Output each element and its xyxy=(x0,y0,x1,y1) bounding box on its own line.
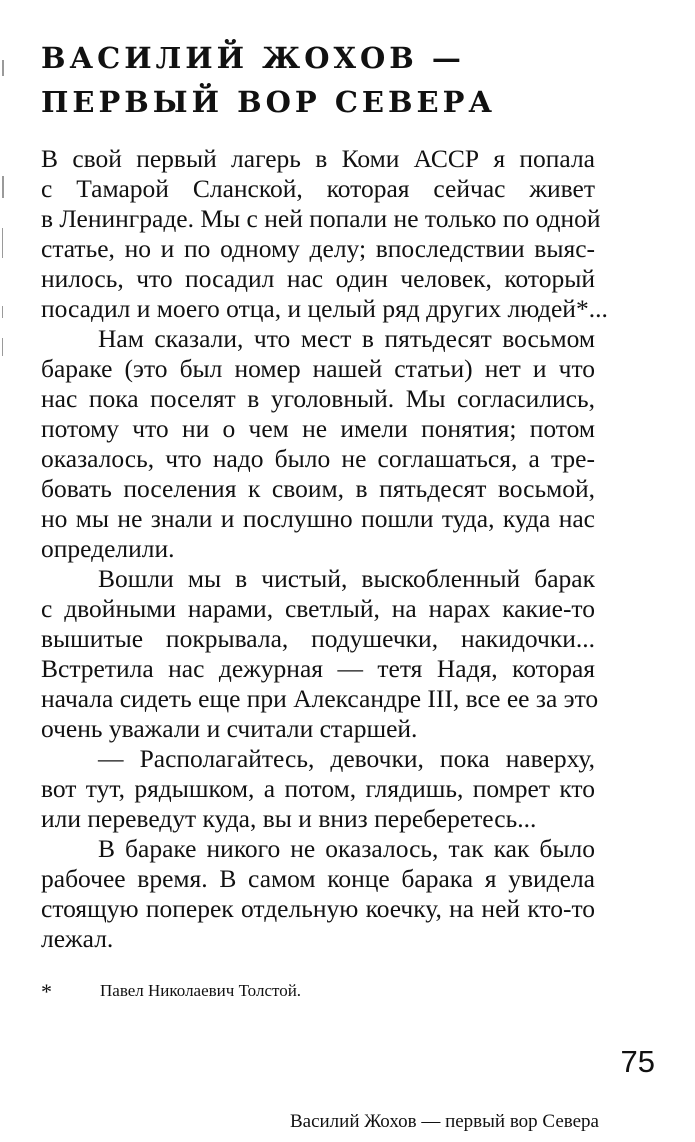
text-line: бараке (это был номер нашей статьи) нет и что xyxy=(41,354,595,383)
body-text xyxy=(41,144,608,954)
text-line: — Располагайтесь, девочки, пока наверху, xyxy=(98,744,595,773)
scan-edge-mark xyxy=(2,176,4,198)
text-line: с Тамарой Сланской, которая сейчас живет xyxy=(41,174,595,203)
text-line: потому что ни о чем не имели понятия; потом xyxy=(41,414,595,443)
text-line: оказалось, что надо было не соглашаться, а тре- xyxy=(41,444,595,473)
text-line: Встретила нас дежурная — тетя Надя, которая xyxy=(41,654,595,683)
text-line: в Ленинграде. Мы с ней попали не только по одной xyxy=(41,204,601,233)
text-line: Нам сказали, что мест в пятьдесят восьмом xyxy=(98,324,595,353)
page-number: 75 xyxy=(620,1044,655,1079)
text-line: вышитые покрывала, подушечки, накидочки... xyxy=(41,624,595,653)
text-line: начала сидеть еще при Александре III, все ее за это xyxy=(41,684,599,713)
text-line: с двойными нарами, светлый, на нарах какие-то xyxy=(41,594,595,623)
text-line: вот тут, рядышком, а потом, глядишь, помрет кто xyxy=(41,774,595,803)
chapter-title xyxy=(41,36,661,124)
text-line: определили. xyxy=(41,534,175,563)
scan-edge-mark xyxy=(2,228,3,258)
footnote-text: Павел Николаевич Толстой. xyxy=(100,981,302,1000)
text-line: Вошли мы в чистый, выскобленный барак xyxy=(98,564,595,593)
text-line: или переведут куда, вы и вниз переберетесь... xyxy=(41,804,537,833)
chapter-title-line: ВАСИЛИЙ ЖОХОВ — xyxy=(41,41,465,75)
text-line: нилось, что посадил нас один человек, который xyxy=(41,264,595,293)
text-line: лежал. xyxy=(41,924,114,953)
running-footer: Василий Жохов — первый вор Севера xyxy=(289,1111,599,1132)
text-line: бовать поселения к своим, в пятьдесят восьмой, xyxy=(41,474,595,503)
text-line: стоящую поперек отдельную коечку, на ней кто-то xyxy=(41,894,595,923)
text-line: но мы не знали и послушно пошли туда, куда нас xyxy=(41,504,595,533)
scan-edge-mark xyxy=(2,338,3,356)
scan-edge-mark xyxy=(2,306,3,318)
text-line: нас пока поселят в уголовный. Мы согласились, xyxy=(41,384,595,413)
text-line: рабочее время. В самом конце барака я увидела xyxy=(41,864,595,893)
text-line: посадил и моего отца, и целый ряд других людей*... xyxy=(41,294,608,323)
footnote-marker: * xyxy=(41,979,52,1004)
text-line: очень уважали и считали старшей. xyxy=(41,714,418,743)
text-line: В свой первый лагерь в Коми АССР я попала xyxy=(41,144,595,173)
text-line: статье, но и по одному делу; впоследствии выяс- xyxy=(41,234,595,263)
footnote xyxy=(41,978,301,1005)
chapter-title-line: ПЕРВЫЙ ВОР СЕВЕРА xyxy=(41,85,497,119)
scan-edge-mark xyxy=(2,60,4,76)
text-line: В бараке никого не оказалось, так как было xyxy=(98,834,595,863)
